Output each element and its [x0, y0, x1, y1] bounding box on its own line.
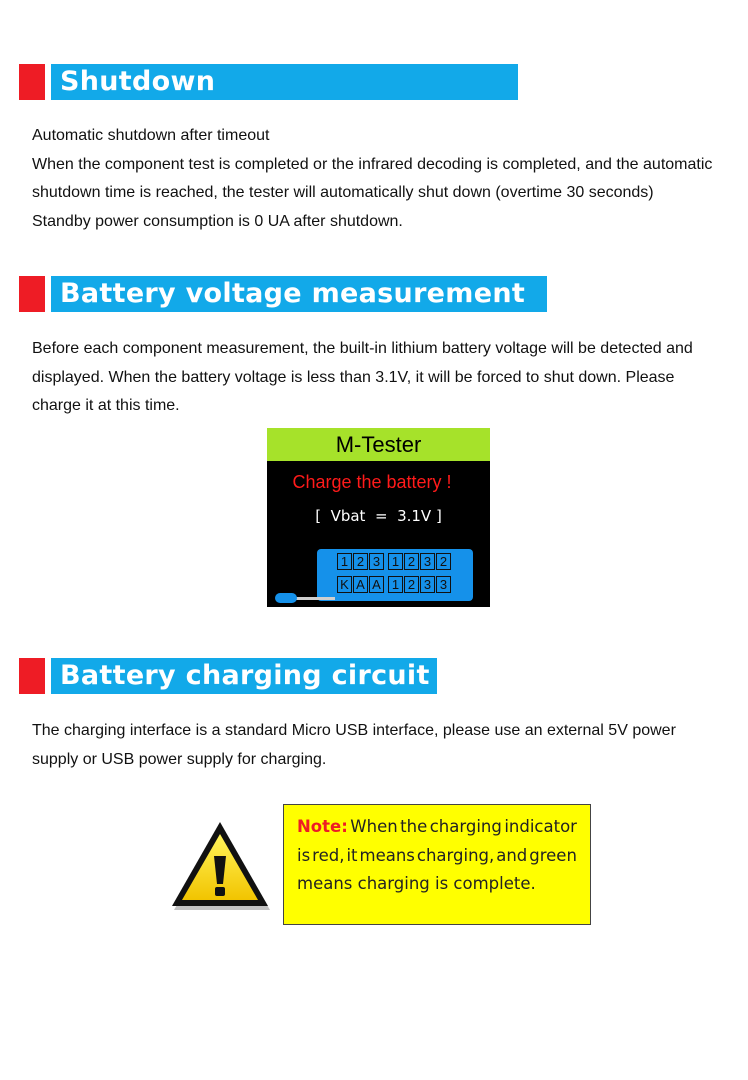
pin-cell: 1 [388, 553, 403, 570]
pin-cell: 3 [420, 576, 435, 593]
note-label: Note: [297, 817, 348, 836]
note-word: and [496, 845, 528, 865]
section-title: Battery charging circuit [51, 658, 437, 694]
note-word: green [529, 845, 577, 865]
note-word: is [297, 845, 311, 865]
pin-cell: 1 [388, 576, 403, 593]
note-word: it [346, 845, 358, 865]
text-line: When the component test is completed or the infrared decoding is completed, and the automatic [32, 155, 713, 173]
pin-cell: K [337, 576, 352, 593]
note-word: When [350, 817, 398, 836]
note-text: means charging is complete. [297, 874, 536, 893]
pin-cell: 2 [404, 553, 419, 570]
note-word: the [400, 817, 428, 836]
note-line [297, 870, 577, 899]
pin-cell: 3 [420, 553, 435, 570]
charging-circuit-paragraph [32, 717, 676, 774]
charge-warning: Charge the battery ! [292, 472, 452, 492]
pin-cell: 2 [436, 553, 451, 570]
warning-triangle-icon [166, 820, 274, 914]
text-line: Standby power consumption is 0 UA after shutdown. [32, 212, 403, 230]
tester-screen [267, 428, 490, 607]
header-red-marker [19, 64, 45, 100]
pin-panel [317, 549, 473, 601]
progress-knob [275, 593, 297, 603]
text-line: Before each component measurement, the built-in lithium battery voltage will be detected and [32, 340, 693, 357]
note-word: charging, [416, 845, 495, 865]
note-word: means [359, 845, 415, 865]
screen-title: M-Tester [335, 432, 422, 457]
pin-row [337, 576, 452, 593]
battery-voltage-paragraph [32, 335, 693, 421]
screen-title-bar [267, 428, 490, 461]
note-box [283, 804, 591, 925]
pin-cell: 3 [369, 553, 384, 570]
text-line: displayed. When the battery voltage is less than 3.1V, it will be forced to shut down. Please [32, 368, 675, 386]
note-line [297, 813, 577, 842]
pin-cell: A [369, 576, 384, 593]
section-title: Battery voltage measurement [51, 276, 547, 312]
shutdown-paragraph [32, 122, 712, 236]
header-red-marker [19, 658, 45, 694]
text-line: charge it at this time. [32, 397, 180, 414]
text-line: supply or USB power supply for charging. [32, 750, 327, 768]
pin-cell: 1 [337, 553, 352, 570]
pin-cell: A [353, 576, 368, 593]
text-line: Automatic shutdown after timeout [32, 127, 270, 144]
pin-cell: 3 [436, 576, 451, 593]
note-line [297, 842, 577, 871]
text-line: shutdown time is reached, the tester will automatically shut down (overtime 30 seconds) [32, 184, 654, 201]
pin-row [337, 553, 452, 570]
header-red-marker [19, 276, 45, 312]
pin-cell: 2 [353, 553, 368, 570]
note-word: indicator [504, 817, 577, 836]
note-word: red, [312, 845, 345, 865]
vbat-readout: [ Vbat = 3.1V ] [315, 507, 442, 525]
text-line: The charging interface is a standard Micro USB interface, please use an external 5V power [32, 722, 676, 739]
section-title: Shutdown [51, 64, 518, 100]
pin-cell: 2 [404, 576, 419, 593]
note-word: charging [429, 817, 502, 836]
